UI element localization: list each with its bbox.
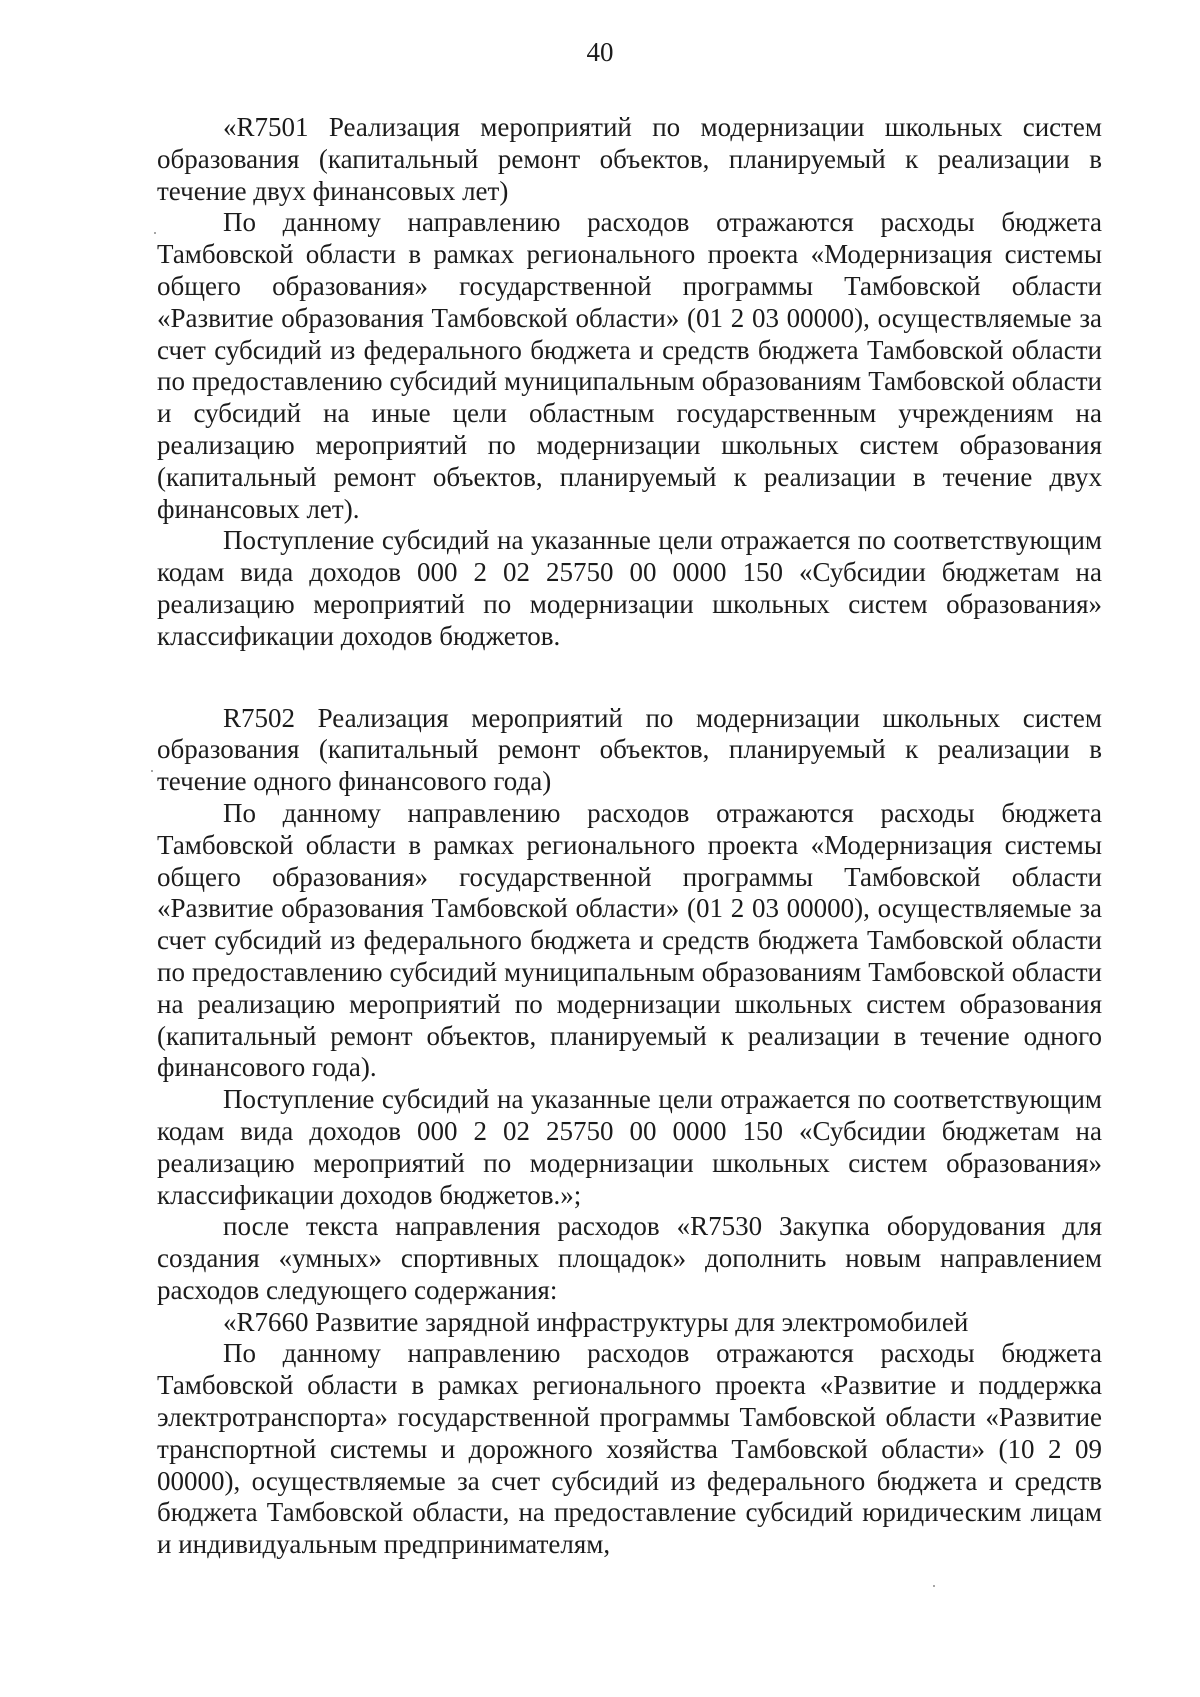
paragraph-r7502-income: Поступление субсидий на указанные цели отражается по соответствующим кодам вида доходов 000 2 02 25750 00 0000 150 «Субсидии бюджетам на реализацию мероприятий по модернизации школьных систем образования» классификации доходов бюджетов.»; xyxy=(157,1084,1102,1210)
paragraph-amendment-instruction: после текста направления расходов «R7530 Закупка оборудования для создания «умных» спортивных площадок» дополнить новым направлением расходов следующего содержания: xyxy=(157,1211,1102,1305)
scan-speck xyxy=(933,1585,935,1587)
document-body xyxy=(157,112,1102,1561)
paragraph-r7501-income: Поступление субсидий на указанные цели отражается по соответствующим кодам вида доходов 000 2 02 25750 00 0000 150 «Субсидии бюджетам на реализацию мероприятий по модернизации школьных систем образования» классификации доходов бюджетов. xyxy=(157,525,1102,651)
paragraph-r7660-description: По данному направлению расходов отражаются расходы бюджета Тамбовской области в рамках регионального проекта «Развитие и поддержка электротранспорта» государственной программы Тамбовской области «Развитие транспортной системы и дорожного хозяйства Тамбовской области» (10 2 09 00000), осуществляемые за счет субсидий из федерального бюджета и средств бюджета Тамбовской области, на предоставление субсидий юридическим лицам и индивидуальным предпринимателям, xyxy=(157,1338,1102,1560)
paragraph-r7502-heading: R7502 Реализация мероприятий по модернизации школьных систем образования (капитальный ремонт объектов, планируемый к реализации в течение одного финансового года) xyxy=(157,702,1102,797)
paragraph-r7502-description: По данному направлению расходов отражаются расходы бюджета Тамбовской области в рамках регионального проекта «Модернизация системы общего образования» государственной программы Тамбовской области «Развитие образования Тамбовской области» (01 2 03 00000), осуществляемые за счет субсидий из федерального бюджета и средств бюджета Тамбовской области по предоставлению субсидий муниципальным образованиям Тамбовской области на реализацию мероприятий по модернизации школьных систем образования (капитальный ремонт объектов, планируемый к реализации в течение одного финансового года). xyxy=(157,797,1102,1083)
paragraph-r7501-description: По данному направлению расходов отражаются расходы бюджета Тамбовской области в рамках регионального проекта «Модернизация системы общего образования» государственной программы Тамбовской области «Развитие образования Тамбовской области» (01 2 03 00000), осуществляемые за счет субсидий из федерального бюджета и средств бюджета Тамбовской области по предоставлению субсидий муниципальным образованиям Тамбовской области и субсидий на иные цели областным государственным учреждениям на реализацию мероприятий по модернизации школьных систем образования (капитальный ремонт объектов, планируемый к реализации в течение двух финансовых лет). xyxy=(157,207,1102,524)
scan-speck xyxy=(154,232,156,234)
paragraph-r7660-heading: «R7660 Развитие зарядной инфраструктуры для электромобилей xyxy=(223,1306,969,1337)
paragraph-gap xyxy=(157,653,1102,703)
page-number: 40 xyxy=(586,37,614,67)
scan-speck xyxy=(151,770,153,772)
paragraph-r7501-heading: «R7501 Реализация мероприятий по модернизации школьных систем образования (капитальный ремонт объектов, планируемый к реализации в течение двух финансовых лет) xyxy=(157,112,1102,206)
